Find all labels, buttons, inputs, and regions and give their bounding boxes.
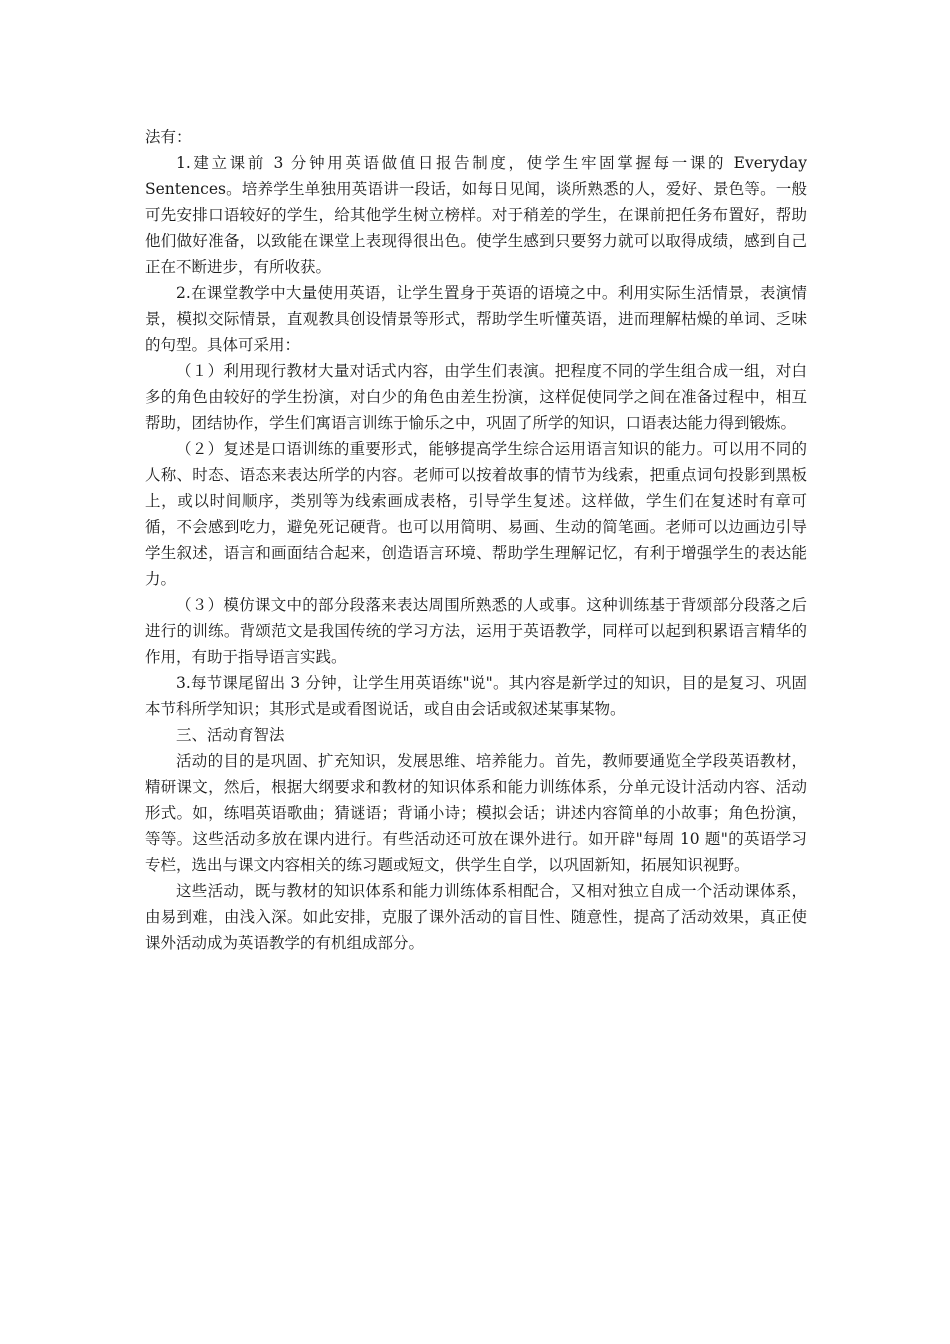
paragraph-subitem-1: （１）利用现行教材大量对话式内容，由学生们表演。把程度不同的学生组合成一组，对白多的角色由较好的学生扮演，对白少的角色由差生扮演，这样促使同学之间在准备过程中，相互帮助，团结协作，学生们寓语言训练于愉乐之中，巩固了所学的知识，口语表达能力得到锻炼。: [145, 362, 807, 432]
paragraph-conclusion: 这些活动，既与教材的知识体系和能力训练体系相配合，又相对独立自成一个活动课体系，由易到难，由浅入深。如此安排，克服了课外活动的盲目性、随意性，提高了活动效果，真正使课外活动成为英语教学的有机组成部分。: [145, 882, 807, 952]
paragraph-subitem-2: （２）复述是口语训练的重要形式，能够提高学生综合运用语言知识的能力。可以用不同的人称、时态、语态来表达所学的内容。老师可以按着故事的情节为线索，把重点词句投影到黑板上，或以时间顺序，类别等为线索画成表格，引导学生复述。这样做，学生们在复述时有章可循，不会感到吃力，避免死记硬背。也可以用简明、易画、生动的简笔画。老师可以边画边引导学生叙述，语言和画面结合起来，创造语言环境、帮助学生理解记忆，有利于增强学生的表达能力。: [145, 440, 807, 588]
paragraph-item-2: 2.在课堂教学中大量使用英语，让学生置身于英语的语境之中。利用实际生活情景，表演情景，模拟交际情景，直观教具创设情景等形式，帮助学生听懂英语，进而理解枯燥的单词、乏味的句型。具体可采用：: [145, 284, 807, 354]
paragraph-item-1: 1.建立课前 3 分钟用英语做值日报告制度，使学生牢固掌握每一课的 Everyday Sentences。培养学生单独用英语讲一段话，如每日见闻，谈所熟悉的人，爱好、景色等。一般可先安排口语较好的学生，给其他学生树立榜样。对于稍差的学生，在课前把任务布置好，帮助他们做好准备，以致能在课堂上表现得很出色。使学生感到只要努力就可以取得成绩，感到自己正在不断进步，有所收获。: [145, 154, 807, 276]
paragraph-activities: 活动的目的是巩固、扩充知识，发展思维、培养能力。首先，教师要通览全学段英语教材，精研课文，然后，根据大纲要求和教材的知识体系和能力训练体系，分单元设计活动内容、活动形式。如，练唱英语歌曲；猜谜语；背诵小诗；模拟会话；讲述内容简单的小故事；角色扮演，等等。这些活动多放在课内进行。有些活动还可放在课外进行。如开辟"每周 10 题"的英语学习专栏，选出与课文内容相关的练习题或短文，供学生自学，以巩固新知，拓展知识视野。: [145, 752, 807, 874]
section-heading: 三、活动育智法: [176, 726, 285, 744]
paragraph-subitem-3: （３）模仿课文中的部分段落来表达周围所熟悉的人或事。这种训练基于背颂部分段落之后进行的训练。背颂范文是我国传统的学习方法，运用于英语教学，同样可以起到积累语言精华的作用，有助于指导语言实践。: [145, 596, 807, 666]
document-page: [145, 124, 807, 956]
paragraph-intro: 法有：: [145, 128, 192, 146]
paragraph-item-3: 3.每节课尾留出 3 分钟，让学生用英语练"说"。其内容是新学过的知识，目的是复习、巩固本节科所学知识；其形式是或看图说话，或自由会话或叙述某事某物。: [145, 674, 807, 718]
